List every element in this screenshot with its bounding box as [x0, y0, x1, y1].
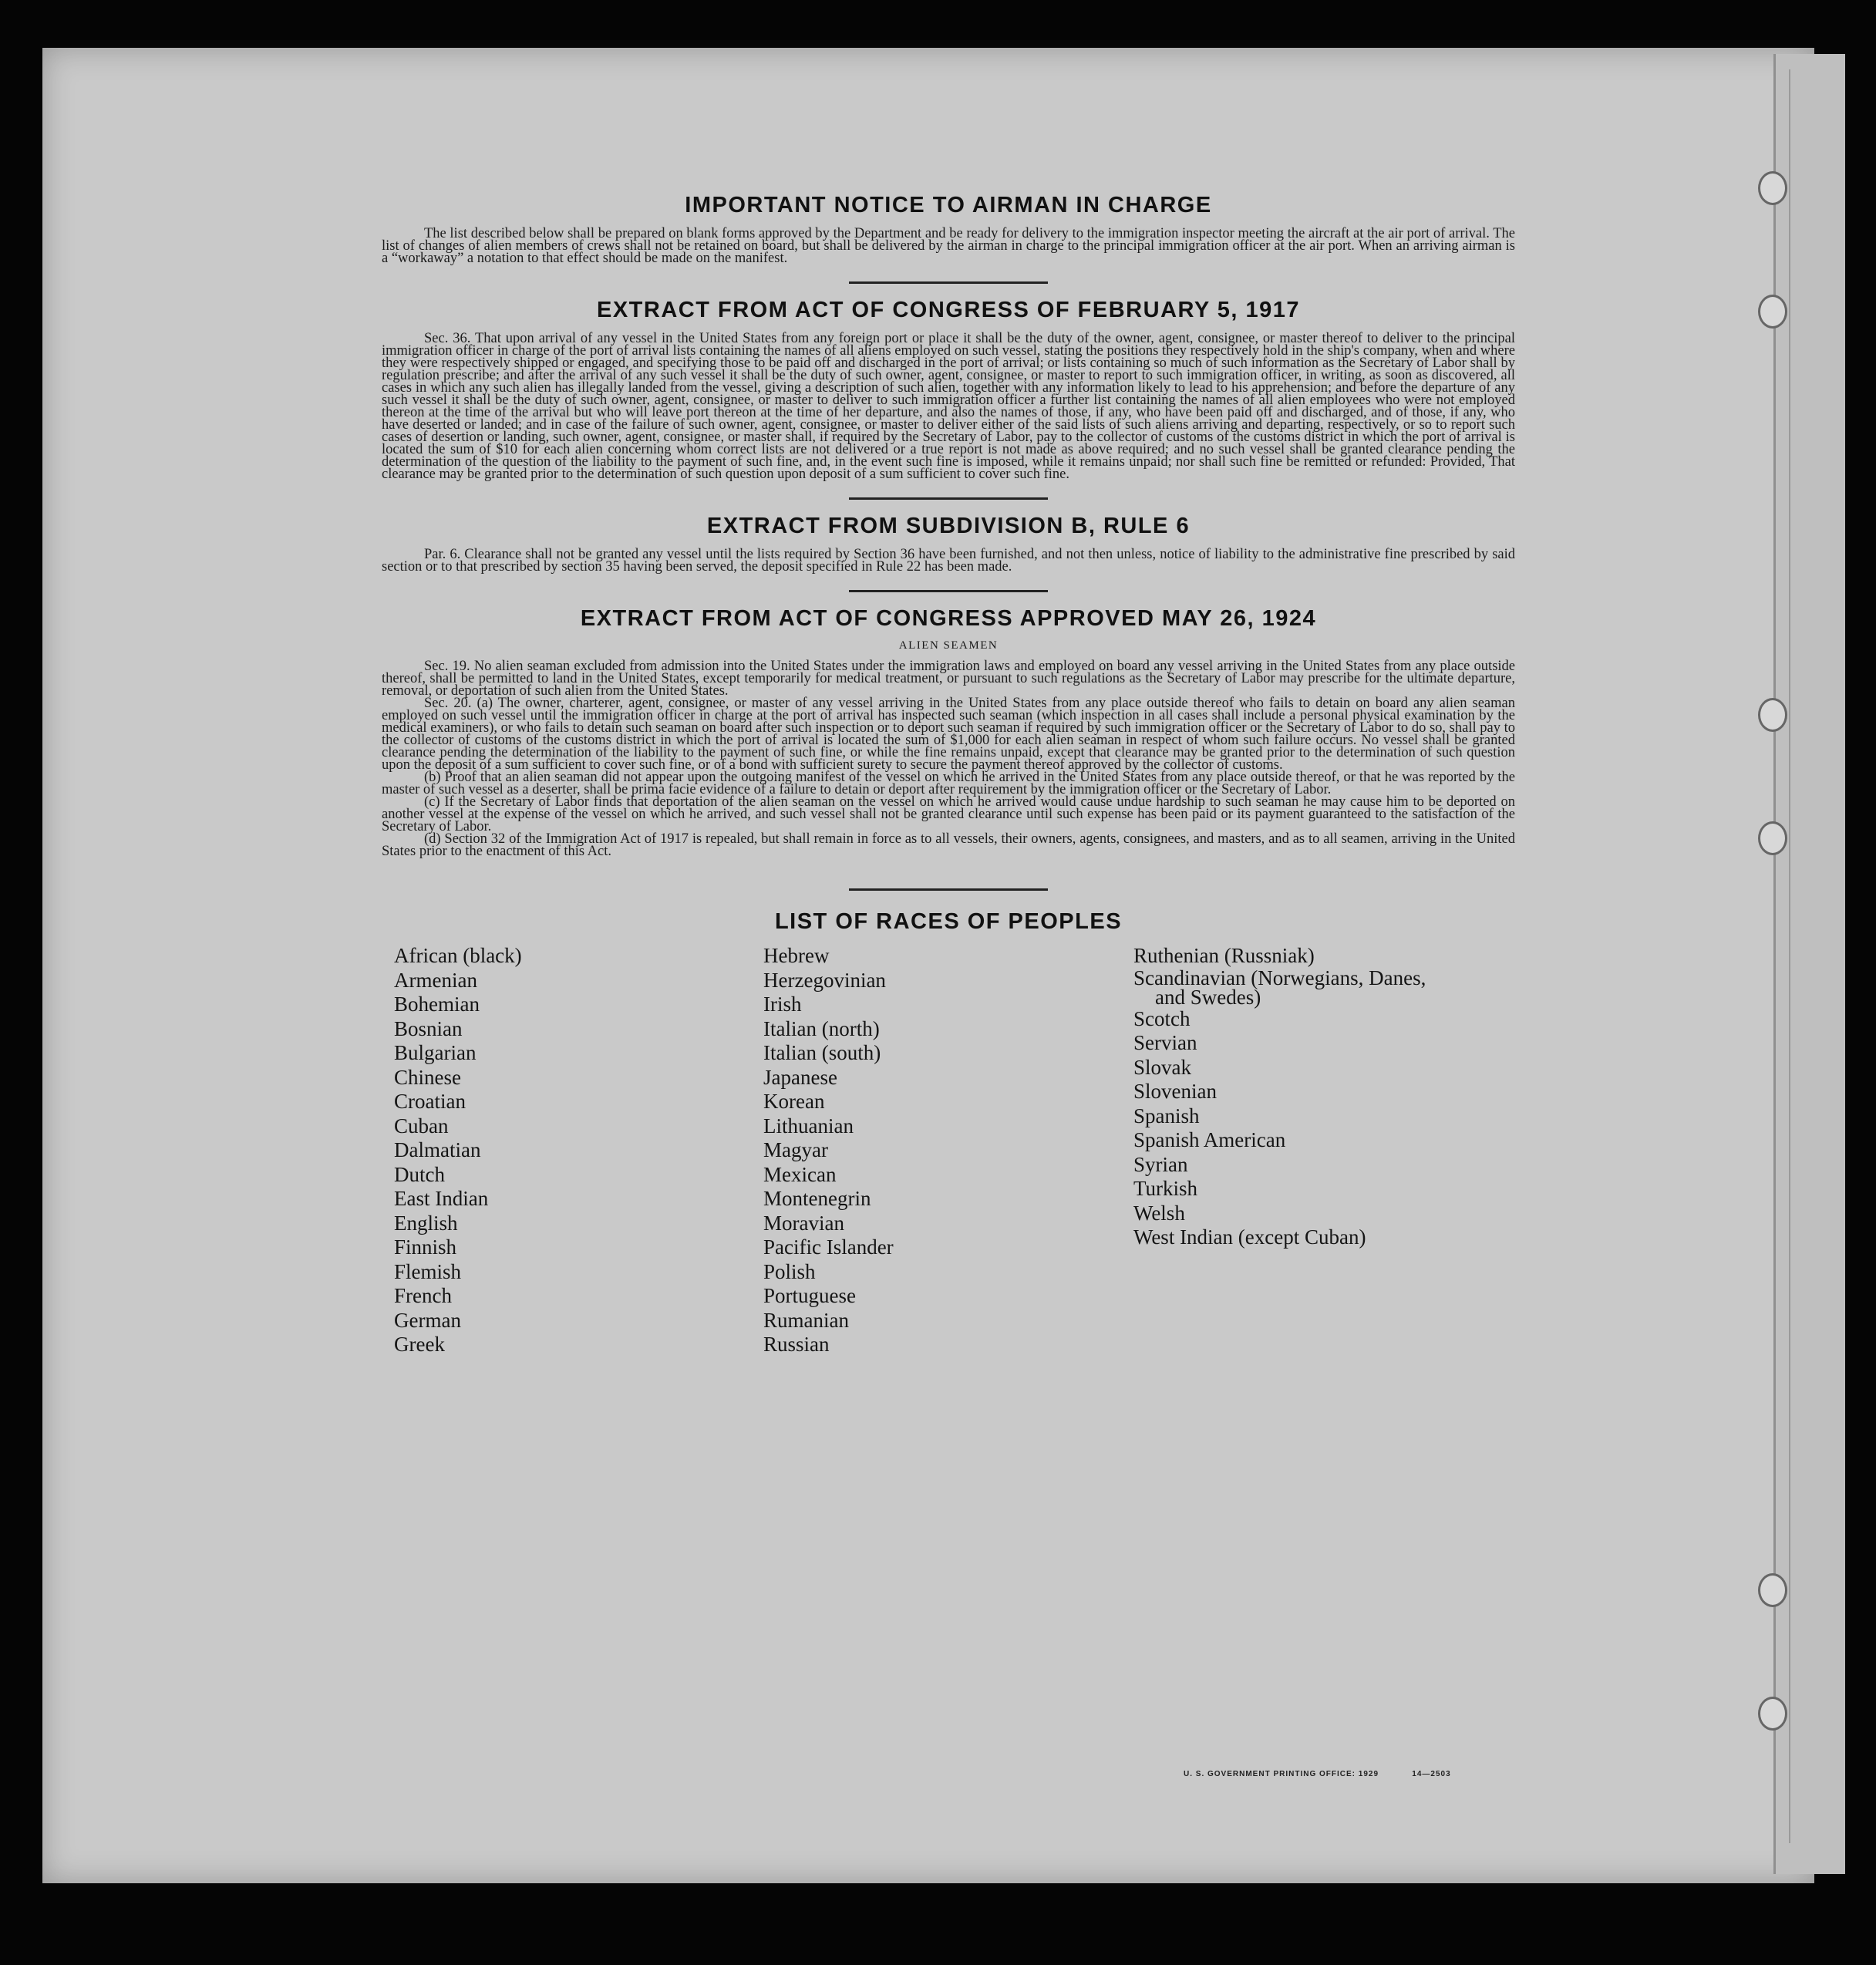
- race-item: Greek: [394, 1333, 445, 1356]
- race-item: Italian (south): [763, 1041, 881, 1064]
- race-item: East Indian: [394, 1187, 489, 1210]
- race-item: Bosnian: [394, 1016, 463, 1040]
- race-item: Scandinavian (Norwegians, Danes,: [1133, 966, 1426, 989]
- race-item: Portuguese: [763, 1284, 856, 1307]
- race-item: Dalmatian: [394, 1138, 481, 1161]
- race-item: Servian: [1133, 1031, 1197, 1054]
- race-item: Herzegovinian: [763, 968, 886, 992]
- race-item: Scotch: [1133, 1006, 1191, 1030]
- race-item-continued: and Swedes): [1155, 985, 1261, 1009]
- race-item: German: [394, 1308, 461, 1332]
- act-1924-subtitle: ALIEN SEAMEN: [898, 639, 999, 652]
- race-item: Rumanian: [763, 1308, 849, 1332]
- act-1917-body: Sec. 36. That upon arrival of any vessel in the United States from any foreign port or place it shall be the duty of the owner, agent, consignee, or master thereof to deliver to the principal immigration officer in charge of the port of arrival lists containing the names of all aliens employed on such vessel, stating the positions they respectively hold in the ship's company, when and where they were respectively shipped or engaged, and specifying those to be paid off and discharged in the port of arrival; or lists containing so much of such information as the Secretary of Labor shall by regulation prescribe; and after the arrival of any such vessel it shall be the duty of such owner, agent, consignee, or master to report to such immigration officer, in writing, as soon as discovered, all cases in which any such alien has illegally landed from the vessel, giving a description of such alien, together with any information likely to lead to his apprehension; and before the departure of any such vessel it shall be the duty of such owner, agent, consignee, or master to deliver to such immigration officer a further list containing the names of all alien employees who were not employed thereon at the time of the arrival but who will leave port thereon at the time of her departure, and also the names of those, if any, who have been paid off and discharged, and of those, if any, who have deserted or landed; and in case of the failure of such owner, agent, consignee, or master to deliver either of the said lists of such aliens arriving and departing, respectively, or so to report such cases of desertion or landing, such owner, agent, consignee, or master shall, if required by the Secretary of Labor, pay to the collector of customs of the customs district in which the port of arrival is located the sum of $10 for each alien concerning whom correct lists are not delivered or a true report is not made as above required; and no such vessel shall be granted clearance pending the determination of the question of the liability to the payment of such fine, and, in the event such fine is imposed, while it remains unpaid; nor shall such fine be remitted or refunded: Provided, That clearance may be granted prior to the determination of such question upon deposit of a sum sufficient to cover such fine.: [382, 331, 1515, 482]
- act-1924-title: EXTRACT FROM ACT OF CONGRESS APPROVED MAY 26, 1924: [580, 606, 1317, 631]
- race-item: Welsh: [1133, 1201, 1185, 1225]
- races-list: [382, 944, 1515, 1360]
- section-divider: [849, 497, 1048, 500]
- sec-20b-text: (b) Proof that an alien seaman did not appear upon the outgoing manifest of the vessel on which he arrived in the United States from any place outside thereof, or that he was reported by the master of such vessel as a deserter, shall be prima facie evidence of a failure to detain or deport after requirement by the immigration officer or the Secretary of Labor.: [382, 770, 1515, 797]
- races-title: LIST OF RACES OF PEOPLES: [774, 909, 1123, 934]
- form-number: 14—2503: [1412, 1770, 1451, 1778]
- race-item: Bohemian: [394, 993, 480, 1016]
- race-item: Syrian: [1133, 1152, 1188, 1176]
- race-item: Lithuanian: [763, 1114, 854, 1138]
- section-divider: [849, 281, 1048, 284]
- binder-hole: [1758, 1573, 1787, 1607]
- races-column-2: [763, 944, 894, 1357]
- rule-6-title: EXTRACT FROM SUBDIVISION B, RULE 6: [706, 514, 1191, 538]
- race-item: Flemish: [394, 1259, 462, 1283]
- race-item: Cuban: [394, 1114, 449, 1138]
- notice-body: The list described below shall be prepared on blank forms approved by the Department and be ready for delivery to the immigration inspector meeting the aircraft at the air port of arrival. The list of changes of alien members of crews shall not be retained on board, but shall be delivered by the airman in charge to the principal immigration officer at the air port. When an arriving airman is a “workaway” a notation to that effect should be made on the manifest.: [382, 226, 1515, 266]
- race-item: Croatian: [394, 1090, 466, 1113]
- race-item: Finnish: [394, 1235, 457, 1259]
- race-item: Spanish American: [1133, 1128, 1286, 1151]
- race-item: Slovak: [1133, 1055, 1192, 1079]
- race-item: Russian: [763, 1333, 830, 1356]
- race-item: Irish: [763, 993, 802, 1016]
- races-column-3: [1133, 944, 1426, 1250]
- page-edge-line: [1789, 69, 1790, 1843]
- printer-imprint: [1184, 1770, 1451, 1778]
- section-divider: [849, 590, 1048, 592]
- race-item: English: [394, 1211, 458, 1235]
- race-item: Italian (north): [763, 1016, 880, 1040]
- race-item: Slovenian: [1133, 1080, 1217, 1103]
- races-column-1: [394, 944, 522, 1357]
- race-item: Pacific Islander: [763, 1235, 894, 1259]
- race-item: Moravian: [763, 1211, 844, 1235]
- race-item: French: [394, 1284, 452, 1307]
- race-item: Polish: [763, 1259, 816, 1283]
- sec-20a-text: Sec. 20. (a) The owner, charterer, agent, consignee, or master of any vessel arriving in the United States from any place outside thereof who fails to detain on board any alien seaman employed on such vessel until the immigration officer in charge at the port of arrival has inspected such seaman (which inspection in all cases shall include a personal physical examination by the medical examiners), or who fails to detain such seaman on board after such inspection or to deport such seaman if required by such immigration officer or the Secretary of Labor to do so, shall pay to the collector of customs of the customs district in which the port of arrival is located the sum of $1,000 for each alien seaman in respect of whom such failure occurs. No vessel shall be granted clearance pending the determination of the liability to the payment of such fine, or while the fine remains unpaid, except that clearance may be granted prior to the determination of such question upon the deposit of a sum sufficient to cover such fine, or of a bond with sufficient surety to secure the payment thereof approved by the collector of customs.: [382, 696, 1515, 773]
- binder-hole: [1758, 295, 1787, 329]
- race-item: Spanish: [1133, 1104, 1200, 1127]
- binder-hole: [1758, 698, 1787, 732]
- race-item: Turkish: [1133, 1177, 1198, 1200]
- race-item: Dutch: [394, 1162, 445, 1186]
- race-item: Hebrew: [763, 944, 830, 967]
- binder-hole: [1758, 171, 1787, 205]
- race-item: Ruthenian (Russniak): [1133, 944, 1315, 967]
- sec-20d-text: (d) Section 32 of the Immigration Act of 1917 is repealed, but shall remain in force as to all vessels, their owners, agents, consignees, and masters, and as to all seamen, arriving in the United States prior to the enactment of this Act.: [382, 831, 1515, 859]
- race-item: Japanese: [763, 1065, 837, 1089]
- race-item: Korean: [763, 1090, 825, 1113]
- rule-6-body: Par. 6. Clearance shall not be granted any vessel until the lists required by Section 36 have been furnished, and not then unless, notice of liability to the administrative fine prescribed by said section or to that prescribed by section 35 having been served, the deposit specified in Rule 22 has been made.: [382, 547, 1515, 575]
- sec-19-text: Sec. 19. No alien seaman excluded from admission into the United States under the immigration laws and employed on board any vessel arriving in the United States from any place outside thereof, shall be permitted to land in the United States, except temporarily for medical treatment, or pursuant to such regulations as the Secretary of Labor may prescribe for the ultimate departure, removal, or deportation of such alien from the United States.: [382, 659, 1515, 699]
- race-item: West Indian (except Cuban): [1133, 1225, 1366, 1249]
- printer-name: U. S. GOVERNMENT PRINTING OFFICE: 1929: [1184, 1770, 1379, 1778]
- act-1917-title: EXTRACT FROM ACT OF CONGRESS OF FEBRUARY 5, 1917: [596, 298, 1301, 322]
- underlying-page-edge: [1773, 54, 1845, 1874]
- race-item: Armenian: [394, 968, 477, 992]
- race-item: Montenegrin: [763, 1187, 871, 1210]
- section-divider: [849, 888, 1048, 891]
- document-content: [382, 193, 1515, 1360]
- race-item: Chinese: [394, 1065, 461, 1089]
- binder-hole: [1758, 1697, 1787, 1731]
- race-item: Mexican: [763, 1162, 837, 1186]
- race-item: Magyar: [763, 1138, 828, 1161]
- sec-20c-text: (c) If the Secretary of Labor finds that deportation of the alien seaman on the vessel on which he arrived would cause undue hardship to such seaman he may cause him to be deported on another vessel at the expense of the vessel on which he arrived, and such vessel shall not be granted clearance until such expense has been paid or its payment guaranteed to the satisfaction of the Secretary of Labor.: [382, 794, 1515, 834]
- notice-title: IMPORTANT NOTICE TO AIRMAN IN CHARGE: [685, 193, 1212, 217]
- race-item: Bulgarian: [394, 1041, 477, 1064]
- race-item: African (black): [394, 944, 522, 967]
- binder-hole: [1758, 821, 1787, 855]
